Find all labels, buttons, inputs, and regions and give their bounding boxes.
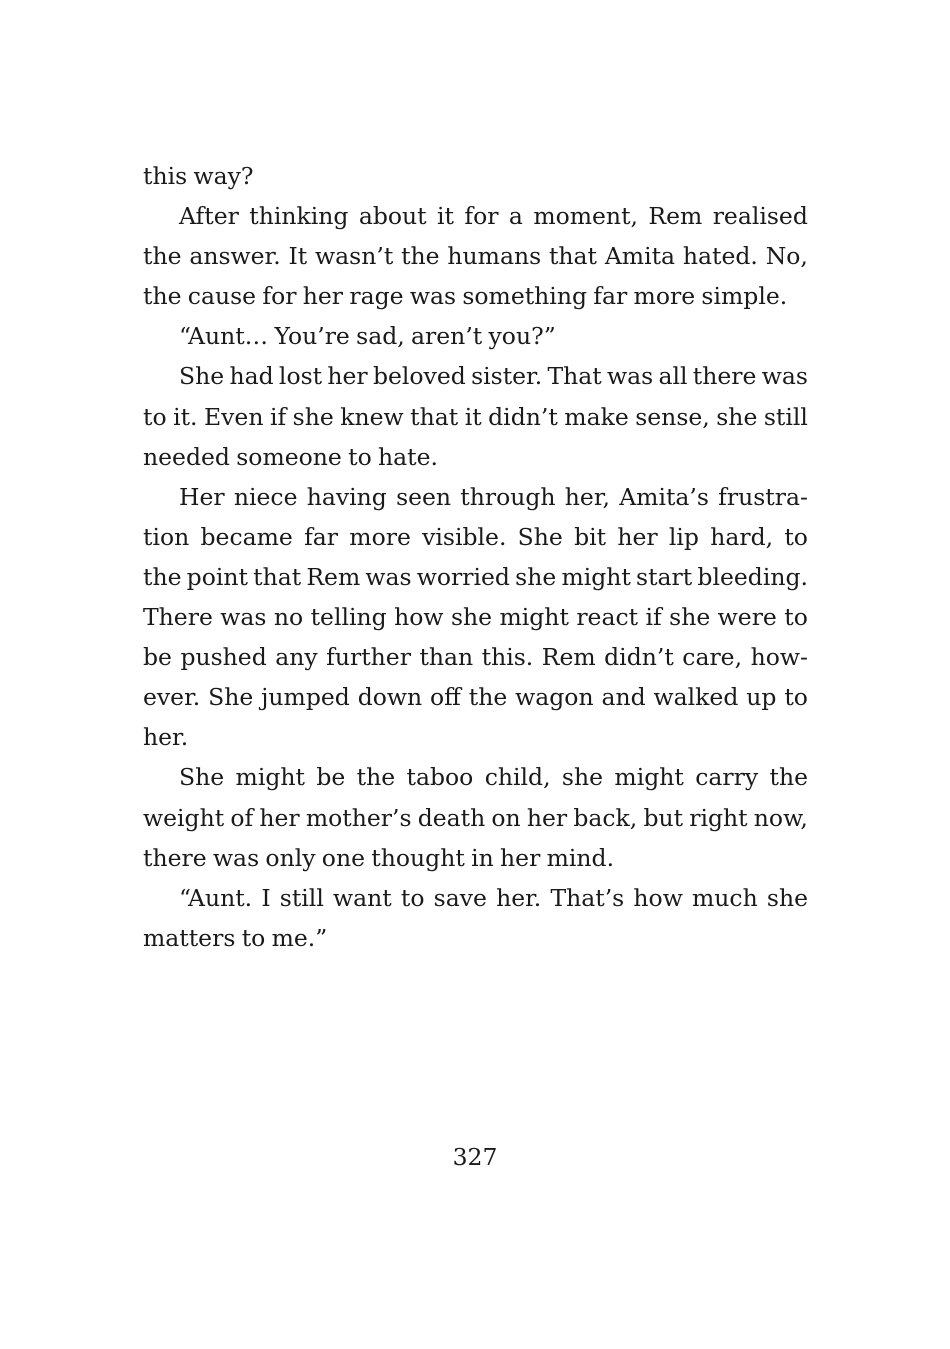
text-line: There was no telling how she might react if she were to: [143, 603, 808, 632]
text-line: She had lost her beloved sister. That was all there was: [179, 362, 808, 391]
text-line: to it. Even if she knew that it didn’t make sense, she still: [143, 402, 808, 431]
text-line: She might be the taboo child, she might carry the: [179, 763, 808, 792]
text-line: “Aunt. I still want to save her. That’s how much she: [179, 883, 808, 912]
text-line: needed someone to hate.: [143, 442, 438, 471]
body-text: [143, 156, 808, 958]
text-line: Her niece having seen through her, Amita’s frustra-: [179, 482, 808, 511]
text-line: the cause for her rage was something far more simple.: [143, 282, 788, 311]
text-line: her.: [143, 723, 189, 752]
text-line: ever. She jumped down off the wagon and walked up to: [143, 683, 808, 712]
text-line: weight of her mother’s death on her back, but right now,: [143, 803, 808, 832]
text-line: tion became far more visible. She bit her lip hard, to: [143, 522, 808, 551]
page-number: 327: [452, 1143, 498, 1171]
text-line: the point that Rem was worried she might start bleeding.: [143, 562, 808, 591]
text-line: there was only one thought in her mind.: [143, 843, 615, 872]
text-line: the answer. It wasn’t the humans that Amita hated. No,: [143, 242, 808, 271]
text-line: After thinking about it for a moment, Rem realised: [179, 202, 808, 231]
text-line: this way?: [143, 162, 254, 190]
text-line: “Aunt… You’re sad, aren’t you?”: [179, 322, 556, 351]
text-line: matters to me.”: [143, 923, 328, 952]
text-line: be pushed any further than this. Rem didn’t care, how-: [143, 643, 808, 672]
